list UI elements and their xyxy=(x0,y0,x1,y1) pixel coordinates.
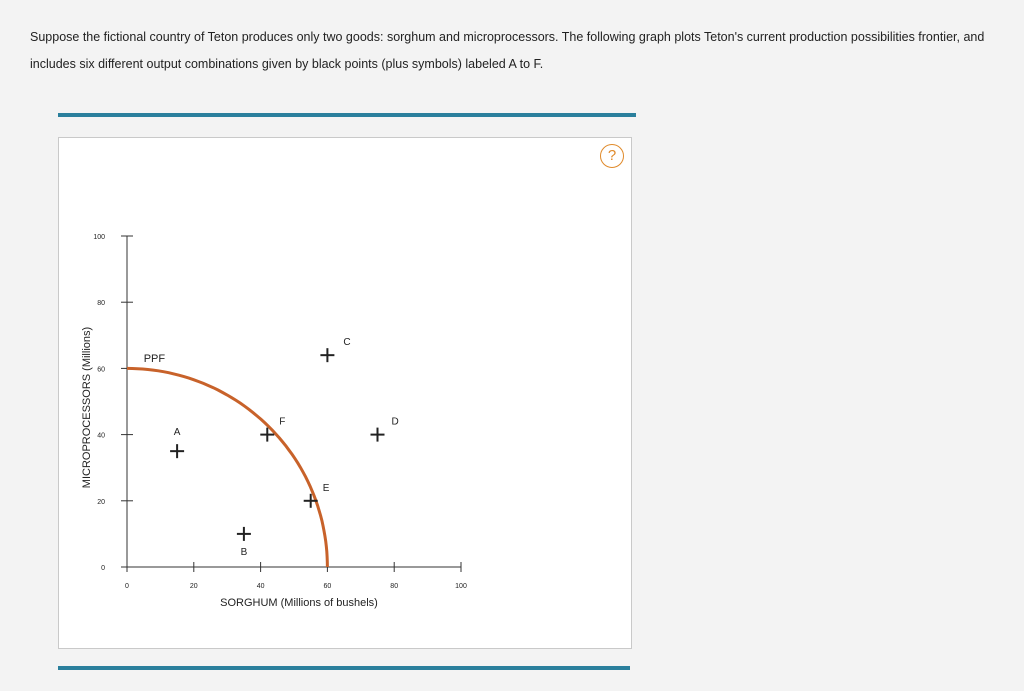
point-label: E xyxy=(322,482,330,494)
point-label: A xyxy=(173,427,181,439)
y-axis-label: MICROPROCESSORS (Millions) xyxy=(81,326,93,489)
point-label: C xyxy=(343,337,351,349)
point-c xyxy=(320,337,350,362)
y-tick-label: 80 xyxy=(97,300,105,308)
point-d xyxy=(371,417,399,442)
ppf-curve xyxy=(127,368,327,567)
y-tick-label: 0 xyxy=(101,565,105,572)
point-b xyxy=(237,527,251,558)
point-a xyxy=(170,427,184,458)
x-tick-label: 20 xyxy=(189,583,198,590)
bottom-divider xyxy=(58,666,630,670)
y-tick-label: 40 xyxy=(97,432,105,440)
help-button[interactable]: ? xyxy=(600,144,624,168)
question-text: Suppose the fictional country of Teton produces only two goods: sorghum and microprocessors. The following graph plots Teton's current production possibilities frontier, and includes six different output combinations given by black points (plus symbols) labeled A to F. xyxy=(30,30,985,71)
point-label: D xyxy=(391,416,399,428)
x-tick-label: 80 xyxy=(390,583,399,590)
y-tick-label: 100 xyxy=(93,234,105,241)
point-label: F xyxy=(279,416,286,428)
chart-points xyxy=(170,337,399,558)
x-tick-label: 40 xyxy=(256,583,265,590)
y-tick-label: 60 xyxy=(97,366,105,374)
x-tick-label: 60 xyxy=(323,583,332,590)
x-tick-label: 100 xyxy=(455,583,467,590)
x-tick-label: 0 xyxy=(125,583,129,590)
x-axis-label: SORGHUM (Millions of bushels) xyxy=(220,597,378,609)
chart-axes xyxy=(93,234,467,590)
y-tick-label: 20 xyxy=(97,498,105,506)
ppf-label: PPF xyxy=(143,352,166,365)
point-label: B xyxy=(240,546,248,558)
